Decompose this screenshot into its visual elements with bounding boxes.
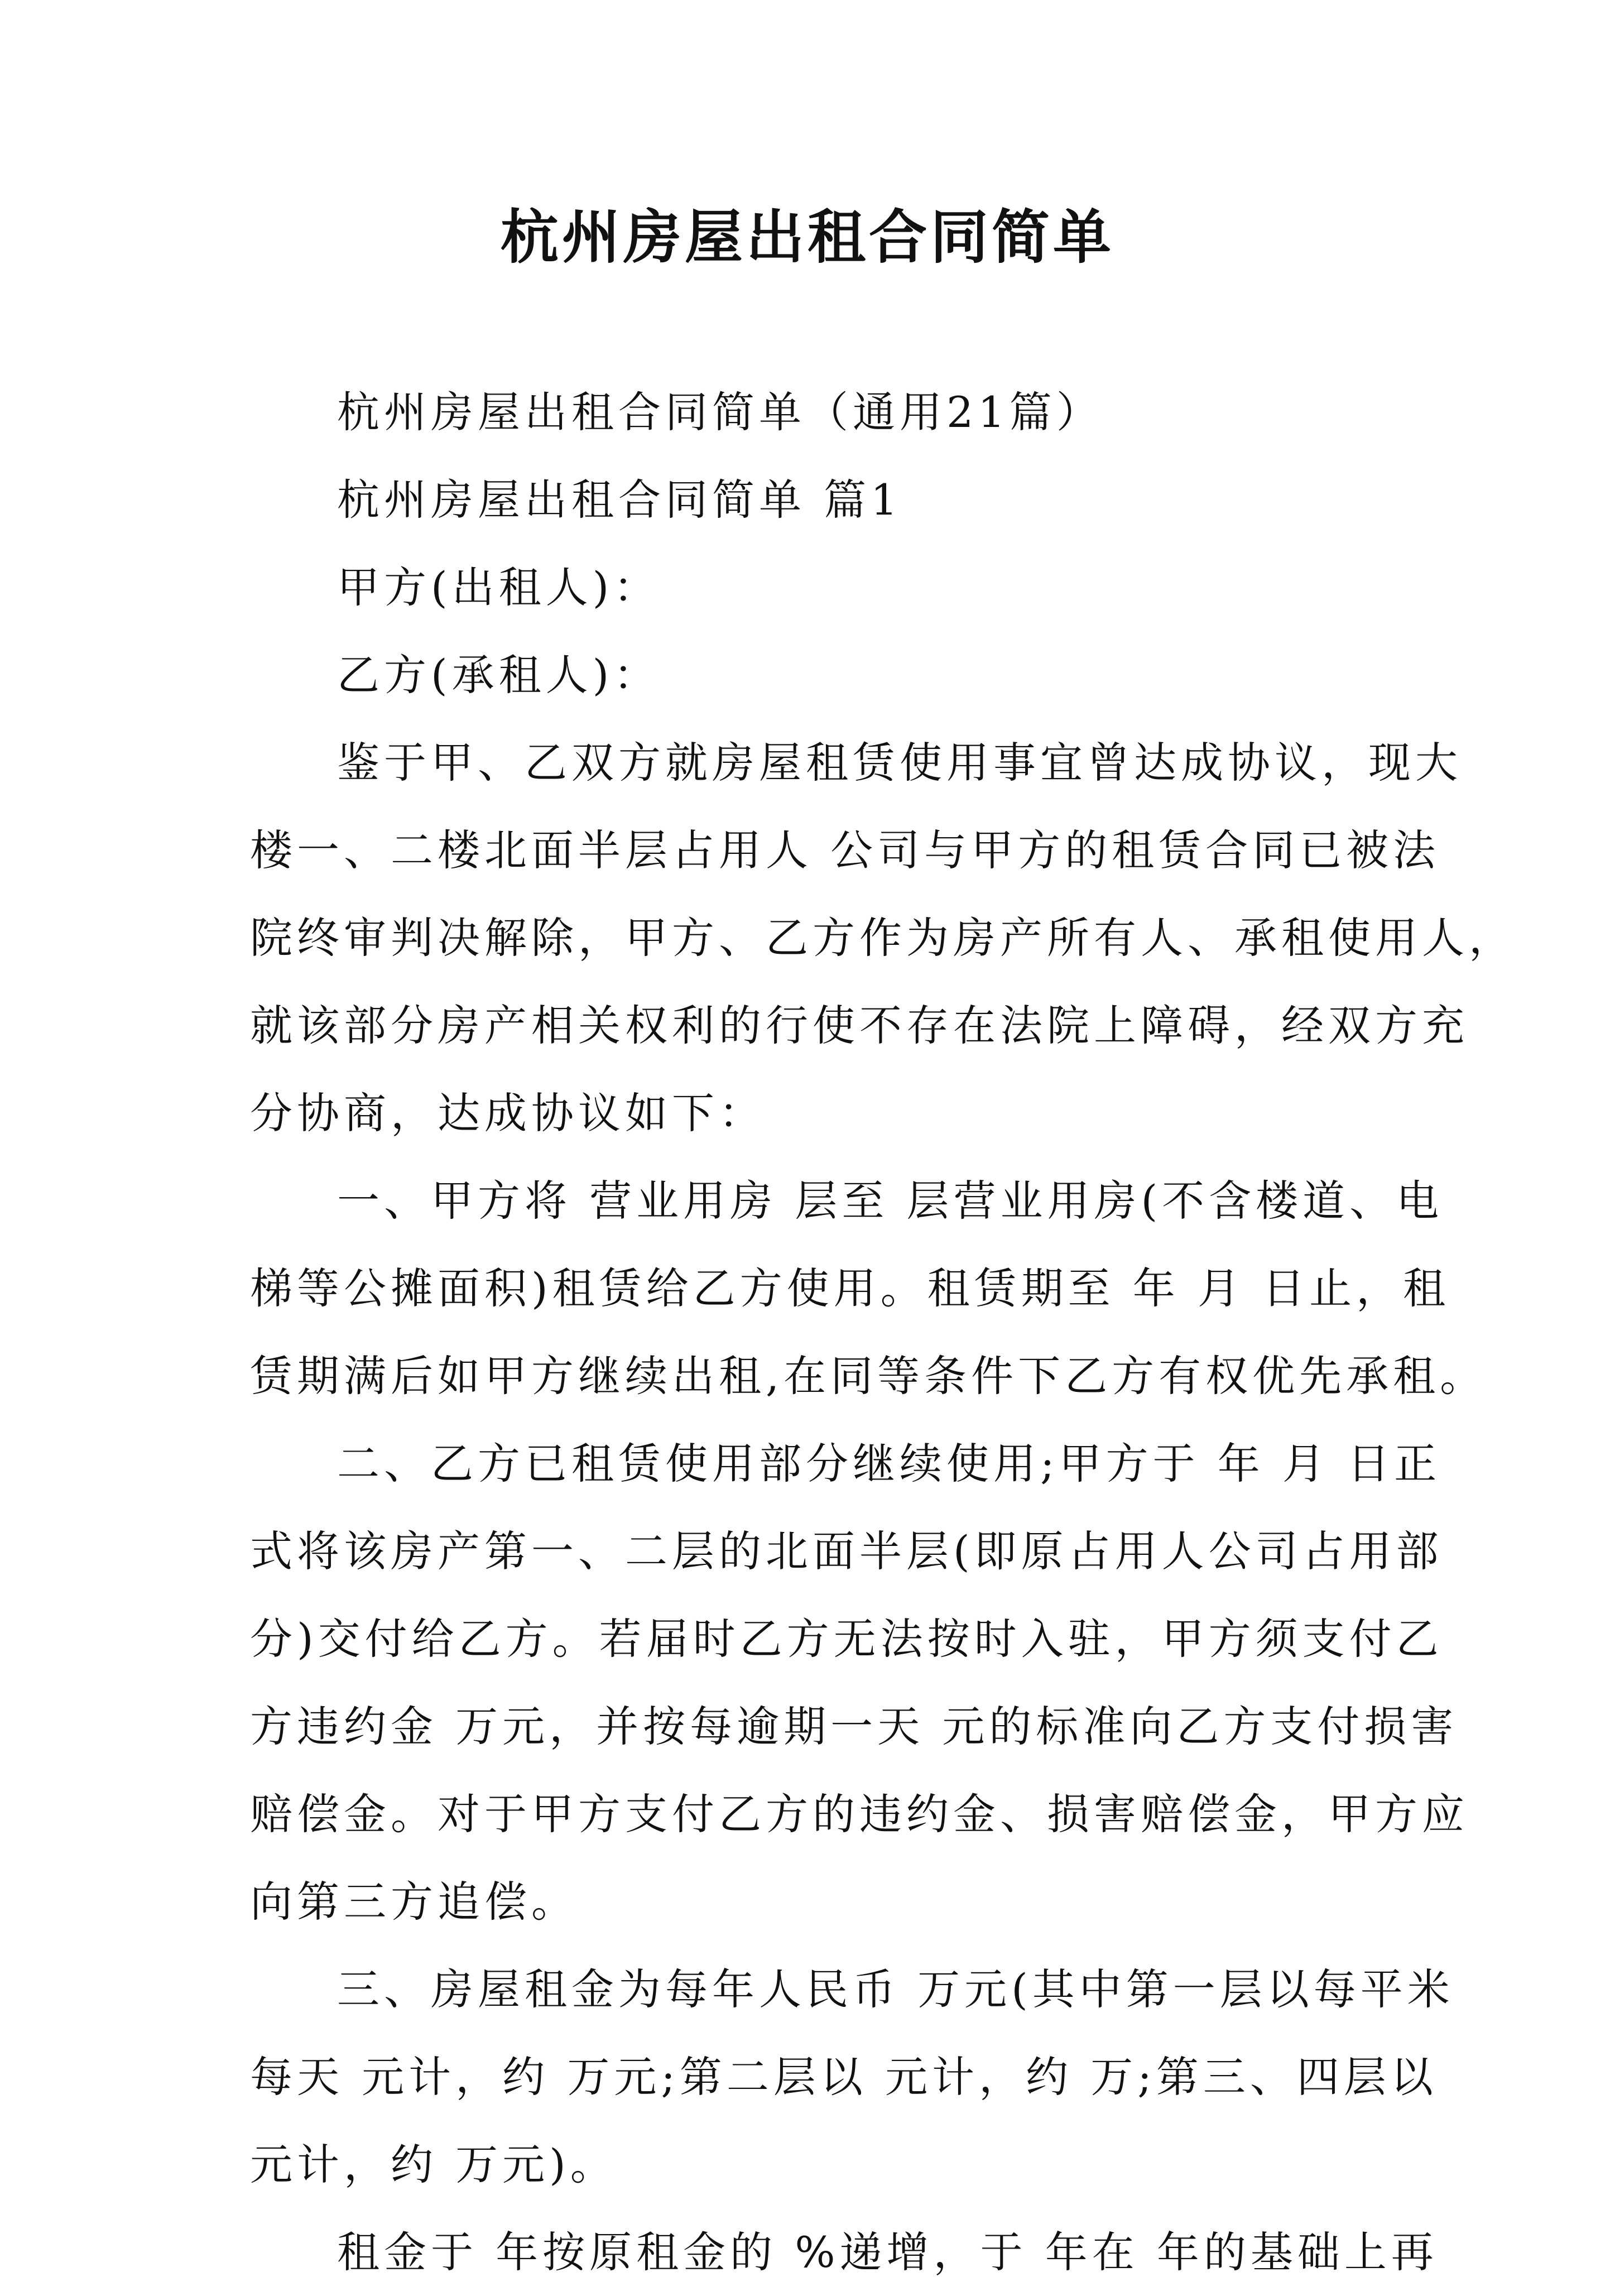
paragraph-line: 就该部分房产相关权利的行使不存在法院上障碍，经双方充 <box>250 1001 1469 1050</box>
paragraph-line: 楼一、二楼北面半层占用人 公司与甲方的租赁合同已被法 <box>250 825 1440 875</box>
paragraph-line: 一、甲方将 营业用房 层至 层营业用房(不含楼道、电 <box>337 1176 1444 1226</box>
paragraph-line: 鉴于甲、乙双方就房屋租赁使用事宜曾达成协议，现大 <box>337 738 1462 787</box>
paragraph-line: 每天 元计，约 万元;第二层以 元计，约 万;第三、四层以 <box>250 2052 1438 2102</box>
document-body <box>250 368 1516 2296</box>
section-heading: 杭州房屋出租合同简单 篇1 <box>337 475 902 525</box>
paragraph-line: 租金于 年按原租金的 %递增，于 年在 年的基础上再 <box>337 2227 1438 2277</box>
paragraph-line: 向第三方追偿。 <box>250 1877 578 1927</box>
paragraph-line: 梯等公摊面积)租赁给乙方使用。租赁期至 年 月 日止，租 <box>250 1264 1450 1313</box>
subtitle-line: 杭州房屋出租合同简单（通用21篇） <box>337 387 1103 437</box>
paragraph-line: 二、乙方已租赁使用部分继续使用;甲方于 年 月 日正 <box>337 1439 1441 1488</box>
party-a-line: 甲方(出租人)： <box>337 563 661 612</box>
party-b-line: 乙方(承租人)： <box>337 650 661 700</box>
paragraph-line: 赔偿金。对于甲方支付乙方的违约金、损害赔偿金，甲方应 <box>250 1789 1469 1839</box>
paragraph-line: 赁期满后如甲方继续出租,在同等条件下乙方有权优先承租。 <box>250 1351 1487 1401</box>
paragraph-line: 方违约金 万元，并按每逾期一天 元的标准向乙方支付损害 <box>250 1702 1458 1751</box>
paragraph-line: 元计，约 万元)。 <box>250 2140 617 2189</box>
document-title: 杭州房屋出租合同简单 <box>500 203 1114 271</box>
paragraph-line: 三、房屋租金为每年人民币 万元(其中第一层以每平米 <box>337 1964 1454 2014</box>
paragraph-line: 分)交付给乙方。若届时乙方无法按时入驻，甲方须支付乙 <box>250 1614 1443 1664</box>
paragraph-line: 分协商，达成协议如下： <box>250 1088 766 1138</box>
paragraph-line: 式将该房产第一、二层的北面半层(即原占用人公司占用部 <box>250 1526 1443 1576</box>
paragraph-line: 院终审判决解除，甲方、乙方作为房产所有人、承租使用人， <box>250 913 1516 963</box>
